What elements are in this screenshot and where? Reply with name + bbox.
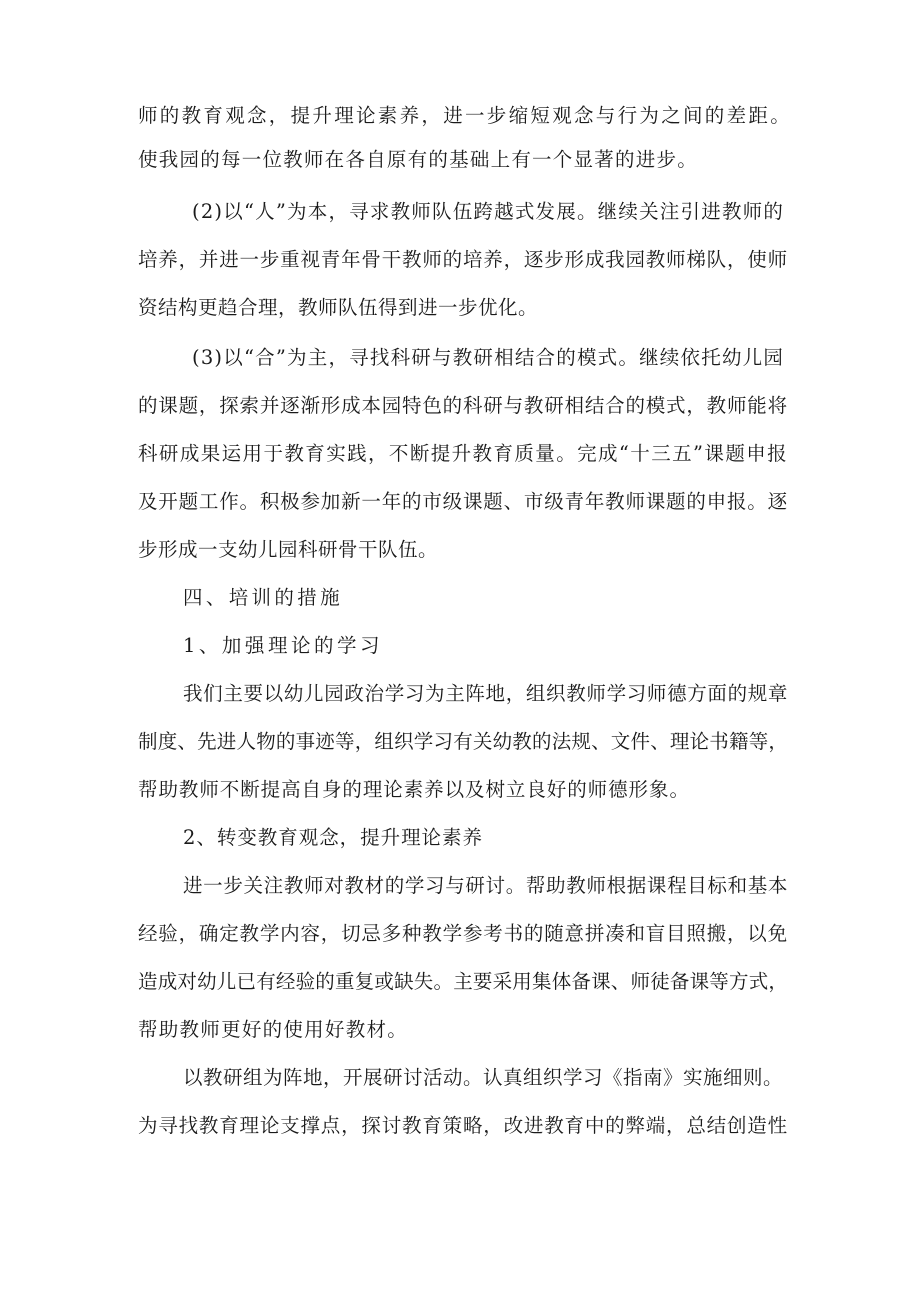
paragraph-line: 资结构更趋合理，教师队伍得到进一步优化。 [138,296,539,319]
paragraph-line: 培养，并进一步重视青年骨干教师的培养，逐步形成我园教师梯队，使师 [138,248,788,271]
paragraph-line: 科研成果运用于教育实践，不断提升教育质量。完成“十三五”课题申报 [138,442,789,465]
paragraph-line: 步形成一支幼儿园科研骨干队伍。 [138,538,439,561]
paragraph-line: 造成对幼儿已有经验的重复或缺失。主要采用集体备课、师徒备课等方式， [138,970,789,993]
subsection-heading: 2、转变教育观念，提升理论素养 [183,826,483,849]
paragraph-line: (3)以“合”为主，寻找科研与教研相结合的模式。继续依托幼儿园 [192,346,785,369]
paragraph-line: 使我园的每一位教师在各自原有的基础上有一个显著的进步。 [138,148,698,171]
paragraph-line: (2)以“人”为本，寻求教师队伍跨越式发展。继续关注引进教师的 [192,200,785,223]
paragraph-line: 以教研组为阵地，开展研讨活动。认真组织学习《指南》实施细则。 [183,1066,784,1089]
section-heading: 四、培训的措施 [183,586,343,609]
paragraph-line: 帮助教师更好的使用好教材。 [138,1018,409,1041]
paragraph-line: 帮助教师不断提高自身的理论素养以及树立良好的师德形象。 [138,778,690,801]
paragraph-line: 师的教育观念，提升理论素养，进一步缩短观念与行为之间的差距。 [138,104,793,127]
paragraph-line: 的课题，探索并逐渐形成本园特色的科研与教研相结合的模式，教师能将 [138,394,788,417]
paragraph-line: 经验，确定教学内容，切忌多种教学参考书的随意拼凑和盲目照搬，以免 [138,922,788,945]
paragraph-line: 为寻找教育理论支撑点，探讨教育策略，改进教育中的弊端，总结创造性 [138,1114,788,1137]
paragraph-line: 我们主要以幼儿园政治学习为主阵地，组织教师学习师德方面的规章 [183,682,789,705]
paragraph-line: 及开题工作。积极参加新一年的市级课题、市级青年教师课题的申报。逐 [138,490,788,513]
paragraph-line: 制度、先进人物的事迹等，组织学习有关幼教的法规、文件、理论书籍等， [138,730,789,753]
subsection-heading: 1、加强理论的学习 [183,634,383,657]
paragraph-line: 进一步关注教师对教材的学习与研讨。帮助教师根据课程目标和基本 [183,874,789,897]
